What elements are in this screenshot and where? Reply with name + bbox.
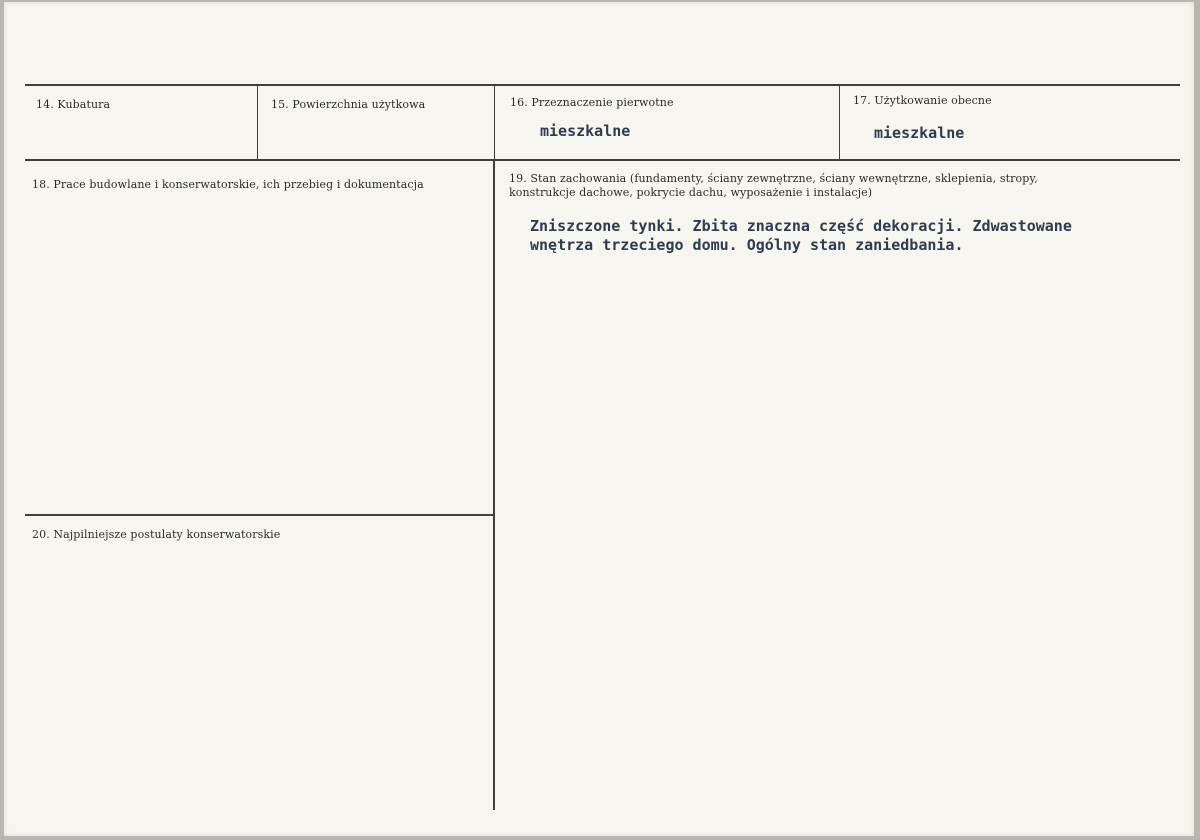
field-19-value-line1: Zniszczone tynki. Zbita znaczna część dekoracji. Zdwastowane <box>530 217 1072 235</box>
field-19-value <box>530 217 1072 255</box>
form-sheet <box>4 2 1194 836</box>
field-14-label: 14. Kubatura <box>36 98 111 111</box>
field-18-label: 18. Prace budowlane i konserwatorskie, ich przebieg i dokumentacja <box>32 178 424 191</box>
top-border-line <box>25 84 1180 86</box>
col-divider-main <box>493 161 495 810</box>
field-16-label: 16. Przeznaczenie pierwotne <box>510 96 674 109</box>
field-19-label-line2: konstrukcje dachowe, pokrycie dachu, wyposażenie i instalacje) <box>509 186 873 199</box>
col-divider-14-15 <box>257 86 258 160</box>
field-19-value-line2: wnętrza trzeciego domu. Ogólny stan zaniedbania. <box>530 236 964 254</box>
field-20-label: 20. Najpilniejsze postulaty konserwatorskie <box>32 528 281 541</box>
col-divider-15-16 <box>494 86 495 160</box>
field-16-value: mieszkalne <box>540 122 631 140</box>
field-19-label-line1: 19. Stan zachowania (fundamenty, ściany zewnętrzne, ściany wewnętrzne, sklepienia, stropy, <box>509 172 1038 185</box>
col-divider-16-17 <box>839 86 840 160</box>
field-17-label: 17. Użytkowanie obecne <box>853 94 992 107</box>
field-15-label: 15. Powierzchnia użytkowa <box>271 98 426 111</box>
row-separator-line <box>25 159 1180 161</box>
field-17-value: mieszkalne <box>874 124 965 142</box>
field-18-20-separator-line <box>25 514 493 516</box>
